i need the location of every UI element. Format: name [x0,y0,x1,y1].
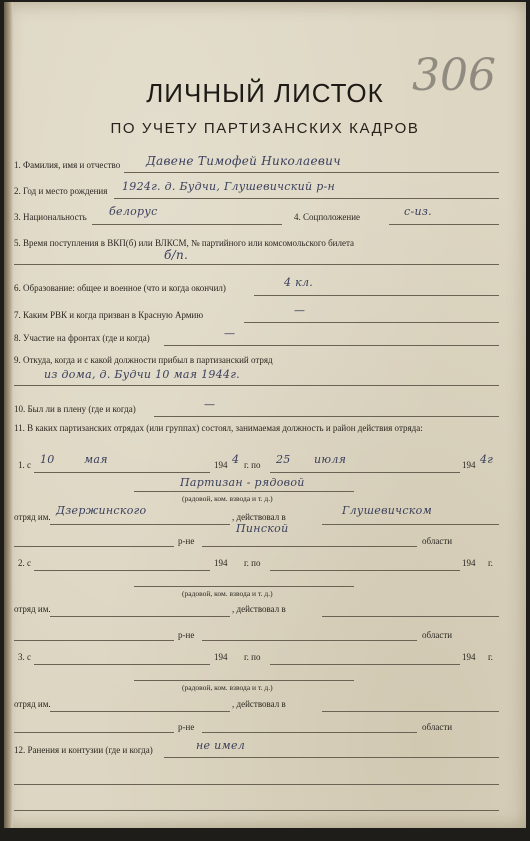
service-1-year-from-prefix: 194 [214,460,228,470]
service-2-otryad-label: отряд им. [14,604,51,614]
service-1-year-to-suffix: 4г [480,453,494,466]
service-2-rne-line-b [202,640,417,641]
document-title: ЛИЧНЫЙ ЛИСТОК [146,78,384,108]
service-2-oblast-label: области [422,630,453,640]
service-3-position-hint: (радовой, ком. взвода и т. д.) [182,683,273,692]
field-10-label: 10. Был ли в плену (где и когда) [14,404,136,414]
service-1-year-from-suffix: 4 [232,453,240,466]
field-12-value: не имел [196,739,246,752]
service-3-prefix: 3. с [18,652,31,662]
document-page [4,2,526,828]
field-4-value: с-из. [404,205,432,218]
service-1-prefix: 1. с [18,460,31,470]
field-12-label: 12. Ранения и контузии (где и когда) [14,745,153,755]
field-3-value: белорус [109,205,158,218]
service-3-rne-label: р-не [178,722,195,732]
service-3-to-line [270,664,460,665]
service-1-position: Партизан - рядовой [180,476,305,489]
service-1-acted-label: , действовал в [232,512,286,522]
service-1-day-to: 25 [276,453,291,466]
service-2-from-line [34,570,210,571]
field-6-line [254,295,499,296]
service-1-year-to-prefix: 194 [462,460,476,470]
field-1-label: 1. Фамилия, имя и отчество [14,160,121,170]
service-1-rne-label: р-не [178,536,195,546]
service-3-area-line [322,711,499,712]
service-1-district: Пинской [236,522,289,535]
field-9-value: из дома, д. Будчи 10 мая 1944г. [44,368,240,381]
service-3-g-po: г. по [244,652,261,662]
service-2-position-line [134,586,354,587]
field-10-value: — [204,398,216,411]
field-12-line-2 [14,784,499,785]
service-1-rne-line-a [14,546,174,547]
service-3-from-line [34,664,210,665]
service-3-otryad-label: отряд им. [14,699,51,709]
field-7-line [244,322,499,323]
field-5-value: б/п. [164,248,189,262]
service-1-month-to: июля [314,453,347,466]
service-1-from-line [34,472,210,473]
field-2-label: 2. Год и место рождения [14,186,108,196]
field-9-line [14,385,499,386]
service-1-area-line [322,524,499,525]
service-3-rne-line-b [202,732,417,733]
service-1-to-line [270,472,460,473]
service-2-rne-label: р-не [178,630,195,640]
service-2-rne-line-a [14,640,174,641]
service-2-g-po: г. по [244,558,261,568]
service-3-g: г. [488,652,493,662]
service-1-g-po: г. по [244,460,261,470]
field-7-label: 7. Каким РВК и когда призван в Красную Армию [14,310,204,320]
field-12-line-3 [14,810,499,811]
field-4-label: 4. Соцположение [294,212,361,222]
field-6-value: 4 кл. [284,276,314,289]
field-1-line [124,172,499,173]
service-1-day-from: 10 [40,453,55,466]
service-1-month-from: мая [84,453,108,466]
service-2-acted-label: , действовал в [232,604,286,614]
field-2-line [114,198,499,199]
field-9-label: 9. Откуда, когда и с какой должности прибыл в партизанский отряд [14,355,273,365]
service-3-detachment-line [50,711,230,712]
field-8-line [164,345,499,346]
service-2-g: г. [488,558,493,568]
field-10-line [154,416,499,417]
field-11-label: 11. В каких партизанских отрядах (или группах) состоял, занимаемая должность и район действия отряда: [14,423,423,433]
field-5-line [14,264,499,265]
service-3-acted-label: , действовал в [232,699,286,709]
field-6-label: 6. Образование: общее и военное (что и когда окончил) [14,283,226,293]
field-3-label: 3. Национальность [14,212,87,222]
service-3-rne-line-a [14,732,174,733]
field-12-line [164,757,499,758]
service-1-otryad-label: отряд им. [14,512,51,522]
field-4-line [389,224,499,225]
field-2-value: 1924г. д. Будчи, Глушевичский р-н [122,180,336,193]
service-1-oblast-label: области [422,536,453,546]
archive-number: 306 [412,50,496,101]
service-1-rne-line-b [202,546,417,547]
service-1-area: Глушевичском [342,504,432,517]
service-3-oblast-label: области [422,722,453,732]
service-3-position-line [134,680,354,681]
field-5-label: 5. Время поступления в ВКП(б) или ВЛКСМ, № партийного или комсомольского билета [14,238,354,248]
service-1-position-hint: (радовой, ком. взвода и т. д.) [182,494,273,503]
field-8-value: — [224,327,236,340]
field-3-line [92,224,282,225]
service-1-detachment-line [50,524,230,525]
service-2-year-from: 194 [214,558,228,568]
field-8-label: 8. Участие на фронтах (где и когда) [14,333,150,343]
document-subtitle: ПО УЧЕТУ ПАРТИЗАНСКИХ КАДРОВ [110,120,420,137]
service-2-to-line [270,570,460,571]
service-1-position-line [134,491,354,492]
service-2-year-to: 194 [462,558,476,568]
service-2-area-line [322,616,499,617]
service-3-year-from: 194 [214,652,228,662]
service-2-position-hint: (радовой, ком. взвода и т. д.) [182,589,273,598]
service-2-prefix: 2. с [18,558,31,568]
service-2-detachment-line [50,616,230,617]
field-1-value: Давене Тимофей Николаевич [146,154,341,168]
service-3-year-to: 194 [462,652,476,662]
service-1-detachment: Дзержинского [56,504,147,517]
field-7-value: — [294,304,306,317]
